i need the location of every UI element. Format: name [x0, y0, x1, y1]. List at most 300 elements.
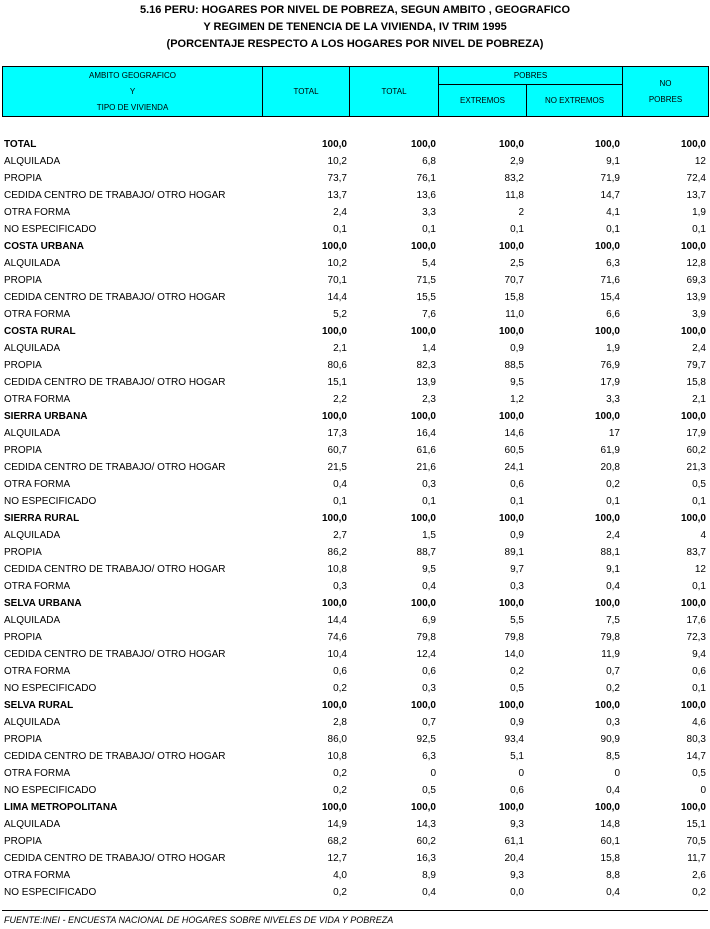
row-label: CEDIDA CENTRO DE TRABAJO/ OTRO HOGAR: [4, 462, 226, 473]
cell-no-pobres: 0,5: [692, 768, 706, 779]
cell-total-1: 0,2: [333, 768, 347, 779]
row-label: CEDIDA CENTRO DE TRABAJO/ OTRO HOGAR: [4, 190, 226, 201]
cell-total-2: 14,3: [416, 819, 436, 830]
cell-total-2: 7,6: [422, 309, 436, 320]
table-row: [2, 816, 708, 833]
cell-total-1: 10,4: [327, 649, 347, 660]
table-row: [2, 884, 708, 901]
cell-no-pobres: 100,0: [680, 700, 706, 711]
table-row: [2, 714, 708, 731]
row-label: NO ESPECIFICADO: [4, 785, 97, 796]
table-row: [2, 850, 708, 867]
cell-no-extremos: 60,1: [600, 836, 620, 847]
cell-total-1: 60,7: [327, 445, 347, 456]
cell-total-2: 100,0: [410, 513, 436, 524]
cell-total-2: 100,0: [410, 598, 436, 609]
cell-total-1: 0,2: [333, 887, 347, 898]
cell-no-pobres: 4: [700, 530, 706, 541]
cell-total-1: 0,1: [333, 496, 347, 507]
section-row: [2, 238, 708, 255]
table-row: [2, 204, 708, 221]
cell-no-extremos: 14,8: [600, 819, 620, 830]
table-row: [2, 170, 708, 187]
row-label: OTRA FORMA: [4, 666, 71, 677]
cell-extremos: 15,8: [504, 292, 524, 303]
table-row: [2, 442, 708, 459]
table-row: [2, 459, 708, 476]
title-line-2: Y REGIMEN DE TENENCIA DE LA VIVIENDA, IV TRIM 1995: [203, 21, 507, 33]
cell-total-1: 12,7: [327, 853, 347, 864]
header-no-pobres-line1: NO: [659, 78, 672, 88]
row-label: CEDIDA CENTRO DE TRABAJO/ OTRO HOGAR: [4, 377, 226, 388]
row-label: OTRA FORMA: [4, 870, 71, 881]
cell-total-1: 14,4: [327, 615, 347, 626]
cell-no-pobres: 0,1: [692, 224, 706, 235]
cell-total-1: 100,0: [321, 139, 347, 150]
cell-no-pobres: 0,1: [692, 683, 706, 694]
table-row: [2, 374, 708, 391]
cell-extremos: 14,6: [504, 428, 524, 439]
table-row: [2, 272, 708, 289]
cell-total-2: 82,3: [416, 360, 436, 371]
cell-total-2: 9,5: [422, 564, 436, 575]
cell-extremos: 0: [518, 768, 524, 779]
cell-extremos: 2,5: [510, 258, 524, 269]
cell-total-1: 100,0: [321, 700, 347, 711]
cell-extremos: 9,3: [510, 870, 524, 881]
cell-no-pobres: 80,3: [686, 734, 706, 745]
cell-no-extremos: 71,9: [600, 173, 620, 184]
cell-no-pobres: 100,0: [680, 411, 706, 422]
cell-total-2: 88,7: [416, 547, 436, 558]
table-row: [2, 289, 708, 306]
cell-total-2: 100,0: [410, 139, 436, 150]
table-row: [2, 306, 708, 323]
cell-extremos: 0,9: [510, 530, 524, 541]
row-label: OTRA FORMA: [4, 207, 71, 218]
row-label: CEDIDA CENTRO DE TRABAJO/ OTRO HOGAR: [4, 853, 226, 864]
cell-total-1: 14,9: [327, 819, 347, 830]
cell-no-pobres: 3,9: [692, 309, 706, 320]
cell-total-2: 16,3: [416, 853, 436, 864]
cell-extremos: 0,5: [510, 683, 524, 694]
cell-total-2: 3,3: [422, 207, 436, 218]
cell-extremos: 83,2: [504, 173, 524, 184]
cell-no-extremos: 9,1: [606, 156, 620, 167]
cell-total-1: 100,0: [321, 513, 347, 524]
cell-total-2: 6,9: [422, 615, 436, 626]
cell-total-2: 0,3: [422, 479, 436, 490]
header-total-2: TOTAL: [350, 67, 439, 117]
cell-extremos: 9,3: [510, 819, 524, 830]
cell-extremos: 0,2: [510, 666, 524, 677]
cell-no-extremos: 17,9: [600, 377, 620, 388]
cell-no-pobres: 0,1: [692, 581, 706, 592]
cell-extremos: 1,2: [510, 394, 524, 405]
cell-extremos: 9,5: [510, 377, 524, 388]
cell-no-extremos: 0,1: [606, 224, 620, 235]
row-label: NO ESPECIFICADO: [4, 496, 97, 507]
row-label: ALQUILADA: [4, 258, 61, 269]
cell-no-pobres: 15,1: [686, 819, 706, 830]
cell-total-1: 70,1: [327, 275, 347, 286]
cell-extremos: 0,9: [510, 717, 524, 728]
cell-no-pobres: 12,8: [686, 258, 706, 269]
row-label: OTRA FORMA: [4, 394, 71, 405]
cell-no-extremos: 14,7: [600, 190, 620, 201]
cell-total-2: 100,0: [410, 700, 436, 711]
cell-extremos: 11,0: [505, 309, 524, 320]
cell-extremos: 100,0: [498, 802, 524, 813]
section-row: [2, 323, 708, 340]
cell-no-extremos: 100,0: [594, 326, 620, 337]
cell-total-2: 1,4: [422, 343, 436, 354]
cell-total-1: 5,2: [333, 309, 347, 320]
cell-extremos: 88,5: [504, 360, 524, 371]
cell-no-pobres: 17,6: [686, 615, 706, 626]
cell-no-pobres: 70,5: [686, 836, 706, 847]
cell-no-extremos: 79,8: [600, 632, 620, 643]
cell-no-extremos: 20,8: [600, 462, 620, 473]
cell-total-2: 12,4: [416, 649, 436, 660]
cell-no-pobres: 9,4: [692, 649, 706, 660]
row-label: OTRA FORMA: [4, 581, 71, 592]
cell-no-pobres: 100,0: [680, 326, 706, 337]
cell-extremos: 61,1: [504, 836, 524, 847]
title-line-1: 5.16 PERU: HOGARES POR NIVEL DE POBREZA, SEGUN AMBITO , GEOGRAFICO: [139, 4, 571, 16]
data-table: [2, 136, 708, 901]
cell-extremos: 60,5: [504, 445, 524, 456]
cell-total-1: 0,2: [333, 683, 347, 694]
table-row: [2, 663, 708, 680]
row-label: OTRA FORMA: [4, 479, 71, 490]
table-row: [2, 680, 708, 697]
cell-no-extremos: 100,0: [594, 513, 620, 524]
cell-no-pobres: 0,5: [692, 479, 706, 490]
cell-no-pobres: 60,2: [686, 445, 706, 456]
table-row: [2, 544, 708, 561]
cell-no-pobres: 13,9: [686, 292, 706, 303]
row-label: ALQUILADA: [4, 428, 61, 439]
cell-extremos: 100,0: [498, 598, 524, 609]
source-note: FUENTE:INEI - ENCUESTA NACIONAL DE HOGARES SOBRE NIVELES DE VIDA Y POBREZA: [4, 915, 394, 925]
row-label: PROPIA: [4, 836, 42, 847]
cell-extremos: 24,1: [504, 462, 524, 473]
cell-extremos: 100,0: [498, 139, 524, 150]
table-row: [2, 833, 708, 850]
cell-no-pobres: 0,1: [692, 496, 706, 507]
cell-no-extremos: 61,9: [600, 445, 620, 456]
cell-no-extremos: 1,9: [606, 343, 620, 354]
cell-extremos: 5,1: [510, 751, 524, 762]
cell-no-extremos: 0,2: [606, 479, 620, 490]
cell-no-pobres: 12: [694, 156, 706, 167]
section-row: [2, 799, 708, 816]
cell-no-pobres: 14,7: [686, 751, 706, 762]
cell-no-extremos: 0,4: [606, 887, 620, 898]
row-label: TOTAL: [4, 139, 37, 150]
cell-total-1: 2,4: [333, 207, 347, 218]
table-row: [2, 357, 708, 374]
cell-extremos: 79,8: [504, 632, 524, 643]
cell-total-2: 13,6: [416, 190, 436, 201]
cell-extremos: 2: [518, 207, 524, 218]
cell-no-pobres: 79,7: [686, 360, 706, 371]
row-label: PROPIA: [4, 632, 42, 643]
cell-total-1: 15,1: [327, 377, 347, 388]
row-label: OTRA FORMA: [4, 309, 71, 320]
row-label: ALQUILADA: [4, 819, 61, 830]
cell-no-pobres: 0,6: [692, 666, 706, 677]
cell-no-pobres: 21,3: [686, 462, 706, 473]
footer-divider: [2, 910, 708, 911]
cell-no-pobres: 69,3: [686, 275, 706, 286]
cell-no-pobres: 12: [694, 564, 706, 575]
row-label: SIERRA RURAL: [4, 513, 80, 524]
cell-total-1: 14,4: [327, 292, 347, 303]
cell-extremos: 100,0: [498, 326, 524, 337]
cell-no-extremos: 3,3: [606, 394, 620, 405]
cell-total-1: 100,0: [321, 411, 347, 422]
row-label: NO ESPECIFICADO: [4, 224, 97, 235]
row-label: PROPIA: [4, 734, 42, 745]
cell-total-1: 13,7: [327, 190, 347, 201]
table-row: [2, 748, 708, 765]
cell-total-2: 0,4: [422, 887, 436, 898]
cell-no-extremos: 0,3: [606, 717, 620, 728]
cell-no-pobres: 15,8: [686, 377, 706, 388]
table-row: [2, 578, 708, 595]
cell-total-2: 0,7: [422, 717, 436, 728]
row-label: NO ESPECIFICADO: [4, 887, 97, 898]
cell-total-1: 21,5: [327, 462, 347, 473]
header-no-extremos: NO EXTREMOS: [527, 85, 623, 117]
cell-total-2: 61,6: [416, 445, 436, 456]
cell-total-2: 0: [430, 768, 436, 779]
cell-total-2: 2,3: [422, 394, 436, 405]
cell-total-2: 21,6: [416, 462, 436, 473]
cell-no-extremos: 4,1: [606, 207, 620, 218]
cell-total-1: 0,4: [333, 479, 347, 490]
row-label: CEDIDA CENTRO DE TRABAJO/ OTRO HOGAR: [4, 751, 226, 762]
cell-no-pobres: 83,7: [686, 547, 706, 558]
cell-extremos: 93,4: [504, 734, 524, 745]
row-label: ALQUILADA: [4, 717, 61, 728]
cell-total-2: 6,8: [422, 156, 436, 167]
cell-no-pobres: 72,3: [686, 632, 706, 643]
cell-extremos: 0,0: [510, 887, 524, 898]
table-row: [2, 221, 708, 238]
table-row: [2, 391, 708, 408]
cell-total-1: 100,0: [321, 326, 347, 337]
cell-no-extremos: 9,1: [606, 564, 620, 575]
table-row: [2, 340, 708, 357]
cell-extremos: 100,0: [498, 513, 524, 524]
cell-no-extremos: 8,8: [606, 870, 620, 881]
cell-extremos: 2,9: [510, 156, 524, 167]
cell-no-pobres: 72,4: [686, 173, 706, 184]
table-row: [2, 187, 708, 204]
cell-total-2: 1,5: [422, 530, 436, 541]
cell-total-2: 100,0: [410, 241, 436, 252]
row-label: CEDIDA CENTRO DE TRABAJO/ OTRO HOGAR: [4, 564, 226, 575]
table-row: [2, 629, 708, 646]
cell-total-1: 100,0: [321, 802, 347, 813]
cell-extremos: 5,5: [510, 615, 524, 626]
cell-no-pobres: 100,0: [680, 513, 706, 524]
cell-no-extremos: 90,9: [600, 734, 620, 745]
row-label: ALQUILADA: [4, 530, 61, 541]
cell-total-1: 0,6: [333, 666, 347, 677]
row-label: ALQUILADA: [4, 343, 61, 354]
cell-total-1: 0,3: [333, 581, 347, 592]
section-row: [2, 510, 708, 527]
cell-no-extremos: 15,8: [600, 853, 620, 864]
row-label: COSTA RURAL: [4, 326, 76, 337]
cell-extremos: 100,0: [498, 411, 524, 422]
cell-no-pobres: 100,0: [680, 598, 706, 609]
table-row: [2, 153, 708, 170]
row-label: LIMA METROPOLITANA: [4, 802, 118, 813]
cell-total-1: 2,8: [333, 717, 347, 728]
cell-extremos: 0,1: [510, 496, 524, 507]
cell-extremos: 0,9: [510, 343, 524, 354]
cell-total-2: 100,0: [410, 802, 436, 813]
cell-no-extremos: 11,9: [601, 649, 620, 660]
table-title: [0, 2, 710, 53]
table-row: [2, 476, 708, 493]
cell-no-extremos: 7,5: [606, 615, 620, 626]
cell-total-1: 10,2: [327, 156, 347, 167]
row-label: SELVA URBANA: [4, 598, 82, 609]
table-row: [2, 493, 708, 510]
title-line-3: (PORCENTAJE RESPECTO A LOS HOGARES POR NIVEL DE POBREZA): [166, 38, 544, 50]
table-row: [2, 765, 708, 782]
cell-no-pobres: 1,9: [692, 207, 706, 218]
table-body: [2, 136, 708, 901]
section-row: [2, 697, 708, 714]
header-ambito-line3: TIPO DE VIVIENDA: [96, 102, 169, 112]
cell-total-1: 2,7: [333, 530, 347, 541]
header-ambito-line2: Y: [129, 86, 136, 96]
cell-no-extremos: 0,7: [606, 666, 620, 677]
table-row: [2, 612, 708, 629]
cell-extremos: 9,7: [510, 564, 524, 575]
cell-no-extremos: 100,0: [594, 241, 620, 252]
cell-total-1: 4,0: [333, 870, 347, 881]
row-label: PROPIA: [4, 173, 42, 184]
cell-no-extremos: 2,4: [606, 530, 620, 541]
cell-no-extremos: 100,0: [594, 802, 620, 813]
cell-total-2: 15,5: [416, 292, 436, 303]
header-pobres: POBRES: [439, 67, 623, 85]
cell-no-pobres: 13,7: [686, 190, 706, 201]
cell-no-extremos: 100,0: [594, 598, 620, 609]
cell-no-extremos: 15,4: [600, 292, 620, 303]
cell-total-1: 2,2: [333, 394, 347, 405]
cell-no-extremos: 8,5: [606, 751, 620, 762]
cell-no-pobres: 2,6: [692, 870, 706, 881]
cell-extremos: 100,0: [498, 241, 524, 252]
cell-total-1: 73,7: [327, 173, 347, 184]
cell-no-pobres: 4,6: [692, 717, 706, 728]
table-row: [2, 867, 708, 884]
cell-total-2: 76,1: [416, 173, 436, 184]
row-label: PROPIA: [4, 547, 42, 558]
section-row: [2, 408, 708, 425]
cell-no-extremos: 100,0: [594, 700, 620, 711]
cell-extremos: 20,4: [504, 853, 524, 864]
cell-total-1: 10,8: [327, 564, 347, 575]
table-header: [2, 66, 709, 117]
cell-total-1: 100,0: [321, 598, 347, 609]
cell-no-pobres: 0: [700, 785, 706, 796]
cell-total-2: 5,4: [422, 258, 436, 269]
cell-total-2: 60,2: [416, 836, 436, 847]
cell-no-extremos: 100,0: [594, 411, 620, 422]
cell-extremos: 70,7: [504, 275, 524, 286]
table-row: [2, 782, 708, 799]
cell-total-1: 86,0: [327, 734, 347, 745]
cell-no-extremos: 71,6: [600, 275, 620, 286]
cell-total-1: 2,1: [333, 343, 347, 354]
row-label: SELVA RURAL: [4, 700, 74, 711]
header-ambito-line1: AMBITO GEOGRAFICO: [89, 70, 176, 80]
cell-no-extremos: 6,6: [606, 309, 620, 320]
header-total-1: TOTAL: [263, 67, 350, 117]
cell-total-2: 13,9: [416, 377, 436, 388]
table-row: [2, 425, 708, 442]
row-label: CEDIDA CENTRO DE TRABAJO/ OTRO HOGAR: [4, 292, 226, 303]
cell-total-1: 80,6: [327, 360, 347, 371]
cell-total-1: 100,0: [321, 241, 347, 252]
cell-total-1: 17,3: [327, 428, 347, 439]
section-row: [2, 595, 708, 612]
cell-no-extremos: 0,2: [606, 683, 620, 694]
cell-total-1: 0,1: [333, 224, 347, 235]
cell-extremos: 14,0: [504, 649, 524, 660]
table-row: [2, 527, 708, 544]
row-label: PROPIA: [4, 445, 42, 456]
cell-total-2: 92,5: [416, 734, 436, 745]
cell-extremos: 0,1: [510, 224, 524, 235]
cell-no-extremos: 17: [608, 428, 620, 439]
cell-total-2: 71,5: [416, 275, 436, 286]
cell-extremos: 0,6: [510, 785, 524, 796]
cell-total-1: 74,6: [327, 632, 347, 643]
row-label: CEDIDA CENTRO DE TRABAJO/ OTRO HOGAR: [4, 649, 226, 660]
cell-no-pobres: 2,1: [692, 394, 706, 405]
cell-extremos: 0,3: [510, 581, 524, 592]
cell-total-2: 79,8: [416, 632, 436, 643]
cell-total-2: 0,1: [422, 496, 436, 507]
cell-total-1: 68,2: [327, 836, 347, 847]
cell-extremos: 11,8: [505, 190, 524, 201]
row-label: SIERRA URBANA: [4, 411, 88, 422]
row-label: OTRA FORMA: [4, 768, 71, 779]
cell-no-extremos: 100,0: [594, 139, 620, 150]
cell-no-extremos: 0,4: [606, 785, 620, 796]
header-ambito: [3, 67, 263, 117]
cell-no-pobres: 11,7: [687, 853, 706, 864]
table-row: [2, 646, 708, 663]
cell-total-2: 0,4: [422, 581, 436, 592]
section-row: [2, 136, 708, 153]
cell-no-pobres: 100,0: [680, 241, 706, 252]
cell-no-pobres: 100,0: [680, 802, 706, 813]
cell-total-2: 0,5: [422, 785, 436, 796]
cell-total-1: 10,8: [327, 751, 347, 762]
